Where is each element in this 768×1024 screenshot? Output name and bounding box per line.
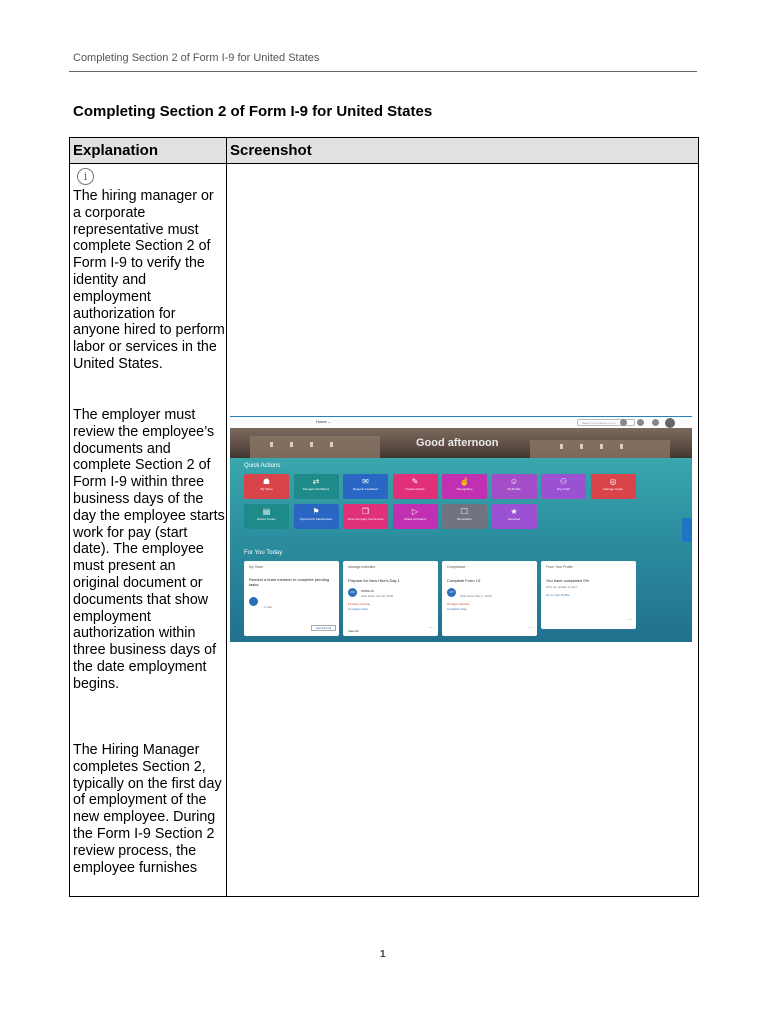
overdue-status: 18 days overdue (447, 602, 470, 606)
greeting-text: Good afternoon (416, 437, 499, 449)
profile-icon: ☺ (509, 477, 519, 486)
team-icon: ☗ (262, 477, 271, 486)
complete-now-link[interactable]: Complete Now (348, 607, 368, 611)
tile-label: Manage Goals (603, 487, 623, 491)
card-detail: Start Date: May 1, 2022 (460, 594, 492, 598)
card-name: OPI8LUS (361, 589, 374, 593)
user-avatar[interactable] (665, 418, 675, 428)
thumbs-up-icon: ☝ (459, 477, 470, 486)
card-header: My Team (249, 565, 264, 569)
quick-action-tile[interactable] (393, 474, 438, 499)
more-icon[interactable]: ··· (429, 625, 434, 631)
header-screenshot: Screenshot (230, 142, 312, 159)
card-text: Complete Form I-9 (447, 578, 481, 583)
table-header-row (70, 138, 698, 164)
quick-action-tile[interactable] (294, 474, 339, 499)
card-profile[interactable] (541, 561, 636, 629)
card-avatar: OU (348, 588, 357, 597)
goals-icon: ◎ (609, 477, 617, 486)
card-detail: Why not update it now? (546, 585, 578, 589)
quick-action-tile[interactable] (492, 474, 537, 499)
documents-icon: ❐ (361, 507, 370, 516)
view-all-link[interactable]: View All (348, 629, 359, 633)
explanation-paragraph-2: The employer must review the employee’s documents and complete Section 2 of Form I-9 within three business days of the day the employee starts work for pay (start date). The employee must present an original document or documents that show employment authorization within three business days of the date employment begins. (73, 407, 225, 692)
quick-action-tile[interactable] (442, 504, 487, 529)
card-detail: 1 task (264, 605, 273, 609)
send-email-button[interactable]: Send Email (311, 625, 336, 631)
search-input[interactable]: Search for actions or peo (577, 419, 635, 426)
banner-window (290, 442, 293, 447)
more-icon[interactable]: ··· (627, 617, 632, 623)
explanation-paragraph-3: The Hiring Manager completes Section 2, typically on the first day of employment of the new employee. During the Form I-9 Section 2 review process, the employee furnishes (73, 742, 222, 876)
card-text: Prepare for New Hire's Day 1 (348, 578, 400, 583)
go-to-profile-link[interactable]: Go to Your Profile (546, 593, 570, 597)
home-content-area (230, 458, 692, 642)
banner-window (620, 444, 623, 449)
page-number: 1 (380, 949, 386, 960)
card-manage-activities[interactable] (343, 561, 438, 636)
quick-action-tile[interactable] (442, 474, 487, 499)
tile-label: View Company Documents (347, 517, 384, 521)
banner-building (530, 440, 670, 458)
quick-action-tile[interactable] (294, 504, 339, 529)
star-icon: ★ (510, 507, 518, 516)
card-header: Manage Activities (348, 565, 376, 569)
quick-actions-label: Quick Actions (244, 463, 281, 469)
card-compliance[interactable] (442, 561, 537, 636)
activation-icon: ▷ (411, 507, 419, 516)
for-you-label: For You Today (244, 550, 283, 556)
document-title: Completing Section 2 of Form I-9 for United States (73, 103, 433, 120)
banner-window (310, 442, 313, 447)
overdue-status: 18 days overdue (348, 602, 371, 606)
card-my-team[interactable] (244, 561, 339, 636)
column-divider (226, 138, 227, 896)
home-page-screenshot (230, 416, 692, 642)
tile-label: Delegate Workflows (302, 487, 330, 491)
bell-icon[interactable] (620, 419, 627, 426)
report-icon: ▤ (262, 507, 271, 516)
more-icon[interactable]: ··· (528, 625, 533, 631)
card-header: Compliance (447, 565, 466, 569)
tile-label: Org Chart (556, 487, 571, 491)
banner-window (270, 442, 273, 447)
chat-icon[interactable] (637, 419, 644, 426)
quick-action-tile[interactable] (541, 474, 586, 499)
card-avatar: OT (447, 588, 456, 597)
org-chart-icon: ⚇ (559, 477, 568, 486)
tile-label: Create Activity (405, 487, 425, 491)
greeting-banner (230, 428, 692, 458)
complete-now-link[interactable]: Complete Now (447, 607, 467, 611)
tile-label: Opportunity Marketplace (299, 517, 333, 521)
tile-label: Favorites (507, 517, 521, 521)
banner-window (560, 444, 563, 449)
running-header: Completing Section 2 of Form I-9 for United States (73, 52, 320, 64)
quick-action-tile[interactable] (343, 504, 388, 529)
reminders-icon: ☐ (460, 507, 469, 516)
card-text: Remind a team member to complete pending tasks. (249, 577, 330, 587)
quick-action-tile[interactable] (244, 504, 289, 529)
quick-action-tile[interactable] (244, 474, 289, 499)
quick-action-tile[interactable] (591, 474, 636, 499)
tile-label: My Team (260, 487, 273, 491)
delegate-icon: ⇄ (312, 477, 320, 486)
home-menu[interactable]: Home ⌄ (316, 419, 332, 424)
quick-action-tile[interactable] (393, 504, 438, 529)
card-text: You have completed 0% (546, 578, 589, 583)
tile-label: My Profile (507, 487, 521, 491)
banner-window (600, 444, 603, 449)
tile-label: Report Center (257, 517, 276, 521)
quick-action-tile[interactable] (492, 504, 537, 529)
card-header: From Your Profile (546, 565, 574, 569)
tile-label: Initiate Activation (403, 517, 427, 521)
support-tab[interactable] (682, 518, 692, 542)
header-rule (69, 71, 697, 72)
explanation-paragraph-1: The hiring manager or a corporate representative must complete Section 2 of Form I-9 to verify the identity and employment authorization for anyone hired to perform labor or services in the United States. (73, 188, 225, 372)
banner-window (330, 442, 333, 447)
tile-label: Reminders (457, 517, 472, 521)
tile-label: Request Feedback (352, 487, 379, 491)
feedback-icon: ✉ (362, 477, 369, 486)
quick-action-tile[interactable] (343, 474, 388, 499)
banner-building (250, 436, 380, 458)
info-icon: i (77, 168, 94, 185)
banner-window (580, 444, 583, 449)
activity-icon: ✎ (411, 477, 419, 486)
card-detail: Start Date: Apr 30, 2022 (361, 594, 394, 598)
header-explanation: Explanation (73, 142, 159, 159)
notification-icon[interactable] (652, 419, 659, 426)
tile-label: Recognition (456, 487, 473, 491)
marketplace-icon: ⚑ (312, 507, 320, 516)
card-avatar (249, 597, 258, 606)
